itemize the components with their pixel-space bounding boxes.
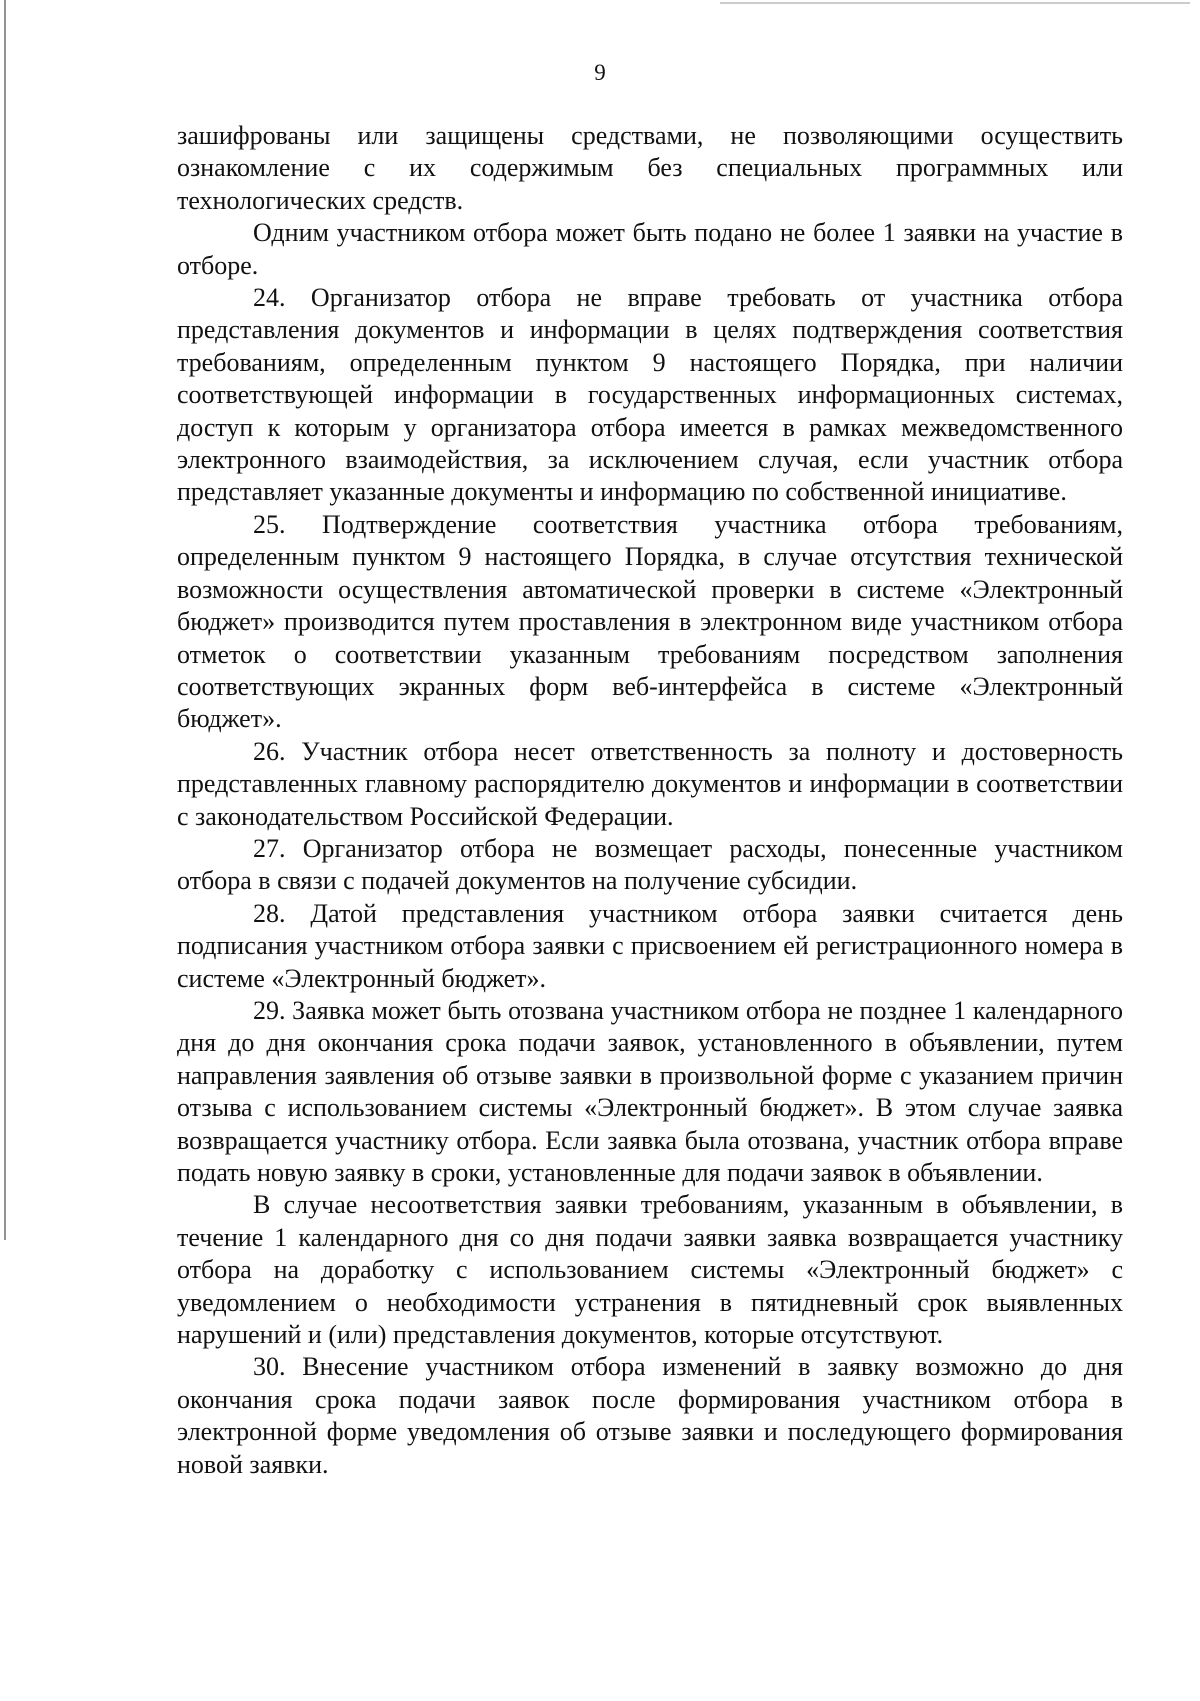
paragraph-28: 28. Датой представления участником отбора заявки считается день подписания участником отбора заявки с присвоением ей регистрационного номера в системе «Электронный бюджет».: [177, 898, 1123, 993]
scan-edge-top: [720, 2, 1190, 4]
paragraph-application-return: В случае несоответствия заявки требованиям, указанным в объявлении, в течение 1 календарного дня со дня подачи заявки заявка возвращается участнику отбора на доработку с использованием системы «Электронный бюджет» с уведомлением о необходимости устранения в пятидневный срок выявленных нарушений и (или) представления документов, которые отсутствуют.: [177, 1190, 1123, 1350]
paragraph-29: 29. Заявка может быть отозвана участником отбора не позднее 1 календарного дня до дня окончания срока подачи заявок, установленного в объявлении, путем направления заявления об отзыве заявки в произвольной форме с указанием причин отзыва с использованием системы «Электронный бюджет». В этом случае заявка возвращается участнику отбора. Если заявка была отозвана, участник отбора вправе подать новую заявку в сроки, установленные для подачи заявок в объявлении.: [177, 995, 1123, 1187]
paragraph-30: 30. Внесение участником отбора изменений в заявку возможно до дня окончания срока подачи заявок после формирования участником отбора в электронной форме уведомления об отзыве заявки и последующего формирования новой заявки.: [177, 1352, 1123, 1479]
paragraph-continuation: зашифрованы или защищены средствами, не позволяющими осуществить ознакомление с их содержимым без специальных программных или технологических средств.: [177, 121, 1123, 215]
paragraph-24: 24. Организатор отбора не вправе требовать от участника отбора представления документов и информации в целях подтверждения соответствия требованиям, определенным пунктом 9 настоящего Порядка, при наличии соответствующей информации в государственных информационных системах, доступ к которым у организатора отбора имеется в рамках межведомственного электронного взаимодействия, за исключением случая, если участник отбора представляет указанные документы и информацию по собственной инициативе.: [177, 283, 1123, 507]
paragraph-27: 27. Организатор отбора не возмещает расходы, понесенные участником отбора в связи с подачей документов на получение субсидии.: [177, 833, 1123, 896]
document-body: [177, 120, 1123, 1481]
paragraph-25: 25. Подтверждение соответствия участника отбора требованиям, определенным пунктом 9 настоящего Порядка, в случае отсутствия технической возможности осуществления автоматической проверки в системе «Электронный бюджет» производится путем проставления в электронном виде участником отбора отметок о соответствии указанным требованиям посредством заполнения соответствующих экранных форм веб-интерфейса в системе «Электронный бюджет».: [177, 509, 1123, 734]
paragraph-26: 26. Участник отбора несет ответственность за полноту и достоверность представленных главному распорядителю документов и информации в соответствии с законодательством Российской Федерации.: [177, 736, 1123, 831]
paragraph-single-application: Одним участником отбора может быть подано не более 1 заявки на участие в отборе.: [177, 218, 1123, 280]
scan-edge-left: [4, 0, 6, 1240]
page-number: 9: [594, 60, 606, 85]
